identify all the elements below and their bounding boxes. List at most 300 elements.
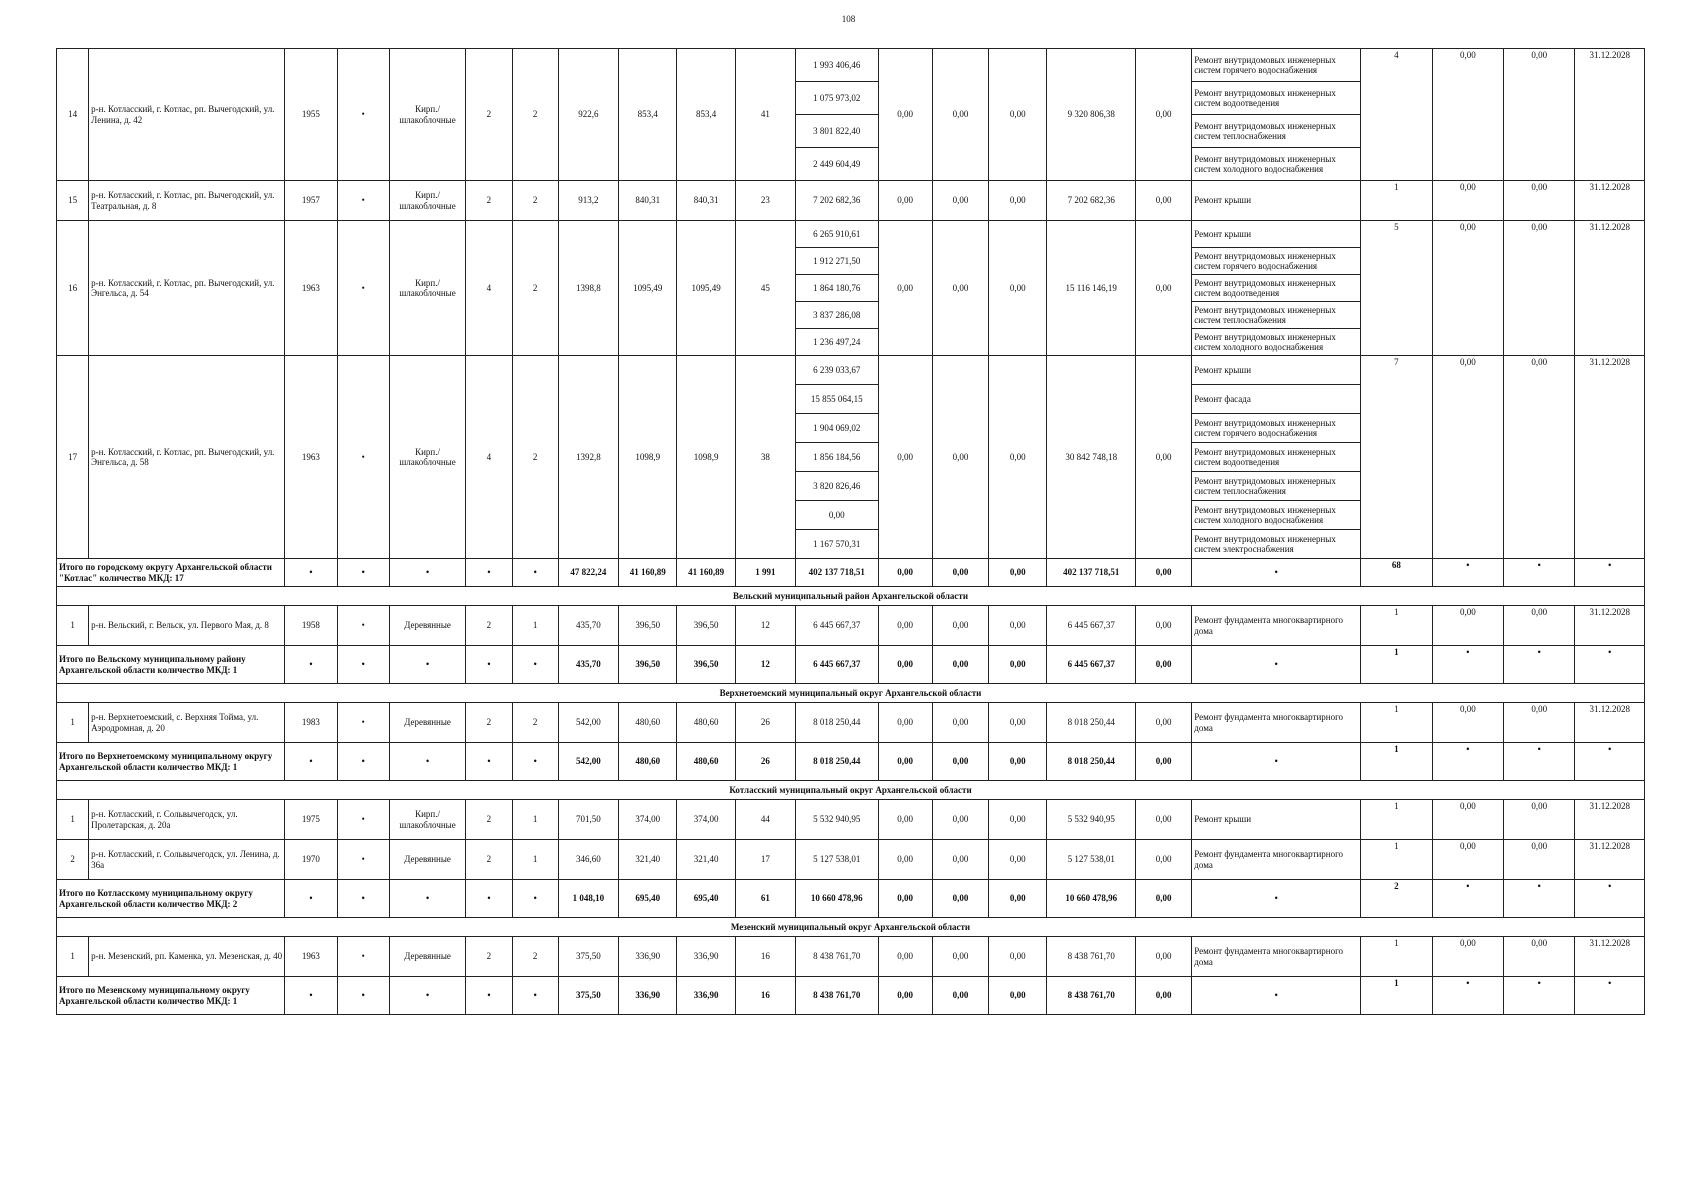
placeholder-cell: • xyxy=(512,646,558,684)
total-fund-3: 0,00 xyxy=(989,559,1047,587)
total-area-residential: 480,60 xyxy=(619,743,677,781)
fund-2: 0,00 xyxy=(932,606,988,646)
fund-1: 0,00 xyxy=(878,937,932,977)
area-residential-2: 336,90 xyxy=(677,937,735,977)
build-year: 1955 xyxy=(285,49,337,181)
placeholder-cell: • xyxy=(337,646,389,684)
area-total: 435,70 xyxy=(558,606,618,646)
fund-3: 0,00 xyxy=(989,356,1047,559)
fund-2: 0,00 xyxy=(932,49,988,181)
total-fund-2: 0,00 xyxy=(932,646,988,684)
total-cost: 402 137 718,51 xyxy=(796,559,878,587)
area-residential-2: 1095,49 xyxy=(677,221,735,356)
total-cost: 30 842 748,18 xyxy=(1047,356,1136,559)
section-title: Мезенский муниципальный округ Архангельской области xyxy=(57,918,1645,937)
total-cost: 5 127 538,01 xyxy=(1047,840,1136,880)
total-sum: 8 438 761,70 xyxy=(1047,977,1136,1015)
placeholder-cell: • xyxy=(337,703,389,743)
row-number: 15 xyxy=(57,181,89,221)
placeholder-cell: • xyxy=(1504,559,1575,587)
placeholder-cell: • xyxy=(337,559,389,587)
total-area: 435,70 xyxy=(558,646,618,684)
total-count: 1 xyxy=(1361,743,1432,781)
row-number: 1 xyxy=(57,703,89,743)
object-row xyxy=(57,937,1645,977)
works-count: 1 xyxy=(1361,703,1432,743)
total-work: • xyxy=(1192,743,1361,781)
fund-1: 0,00 xyxy=(878,49,932,181)
build-year: 1958 xyxy=(285,606,337,646)
total-count: 1 xyxy=(1361,646,1432,684)
wall-material: Деревянные xyxy=(389,840,465,880)
total-sum: 10 660 478,96 xyxy=(1047,880,1136,918)
placeholder-cell: • xyxy=(1504,646,1575,684)
area-residential-2: 321,40 xyxy=(677,840,735,880)
total-fund-3: 0,00 xyxy=(989,880,1047,918)
placeholder-cell: • xyxy=(337,937,389,977)
total-row xyxy=(57,559,1645,587)
placeholder-cell: • xyxy=(1575,743,1645,781)
object-row xyxy=(57,49,1645,82)
total-work: • xyxy=(1192,977,1361,1015)
work-type: Ремонт крыши xyxy=(1192,356,1361,385)
area-total: 1398,8 xyxy=(558,221,618,356)
work-type: Ремонт фундамента многоквартирного дома xyxy=(1192,840,1361,880)
total-label: Итого по Верхнетоемскому муниципальному округу Архангельской области количество МКД: 1 xyxy=(57,743,285,781)
work-type: Ремонт внутридомовых инженерных систем холодного водоснабжения xyxy=(1192,329,1361,356)
page-number: 108 xyxy=(841,14,856,24)
extra-2: 0,00 xyxy=(1504,937,1575,977)
work-cost: 8 438 761,70 xyxy=(796,937,878,977)
fund-2: 0,00 xyxy=(932,221,988,356)
residents: 41 xyxy=(735,49,795,181)
fund-5: 0,00 xyxy=(1135,703,1191,743)
build-year: 1963 xyxy=(285,356,337,559)
total-area-residential-2: 396,50 xyxy=(677,646,735,684)
address: р-н. Котласский, г. Котлас, рп. Вычегодский, ул. Театральная, д. 8 xyxy=(89,181,285,221)
fund-5: 0,00 xyxy=(1135,181,1191,221)
wall-material: Кирп./шлакоблочные xyxy=(389,181,465,221)
residents: 23 xyxy=(735,181,795,221)
work-cost: 3 820 826,46 xyxy=(796,472,878,501)
address: р-н. Котласский, г. Котлас, рп. Вычегодский, ул. Ленина, д. 42 xyxy=(89,49,285,181)
extra-2: 0,00 xyxy=(1504,49,1575,181)
total-area: 47 822,24 xyxy=(558,559,618,587)
placeholder-cell: • xyxy=(1504,977,1575,1015)
placeholder-cell: • xyxy=(466,977,512,1015)
address: р-н. Вельский, г. Вельск, ул. Первого Мая, д. 8 xyxy=(89,606,285,646)
total-count: 1 xyxy=(1361,977,1432,1015)
completion-date: 31.12.2028 xyxy=(1575,606,1645,646)
fund-5: 0,00 xyxy=(1135,356,1191,559)
total-count: 68 xyxy=(1361,559,1432,587)
total-label: Итого по городскому округу Архангельской области "Котлас" количество МКД: 17 xyxy=(57,559,285,587)
area-residential: 840,31 xyxy=(619,181,677,221)
placeholder-cell: • xyxy=(389,743,465,781)
floors: 2 xyxy=(466,49,512,181)
area-total: 922,6 xyxy=(558,49,618,181)
extra-2: 0,00 xyxy=(1504,840,1575,880)
object-row xyxy=(57,606,1645,646)
total-fund-1: 0,00 xyxy=(878,880,932,918)
total-work: • xyxy=(1192,559,1361,587)
total-fund-5: 0,00 xyxy=(1135,559,1191,587)
area-residential: 1095,49 xyxy=(619,221,677,356)
placeholder-cell: • xyxy=(337,221,389,356)
extra-1: 0,00 xyxy=(1432,181,1503,221)
area-residential-2: 374,00 xyxy=(677,800,735,840)
total-fund-5: 0,00 xyxy=(1135,977,1191,1015)
total-cost: 6 445 667,37 xyxy=(796,646,878,684)
total-residents: 61 xyxy=(735,880,795,918)
work-type: Ремонт внутридомовых инженерных систем теплоснабжения xyxy=(1192,302,1361,329)
work-cost: 2 449 604,49 xyxy=(796,148,878,181)
total-fund-5: 0,00 xyxy=(1135,743,1191,781)
work-type: Ремонт внутридомовых инженерных систем теплоснабжения xyxy=(1192,472,1361,501)
extra-2: 0,00 xyxy=(1504,181,1575,221)
placeholder-cell: • xyxy=(337,880,389,918)
works-count: 7 xyxy=(1361,356,1432,559)
address: р-н. Котласский, г. Сольвычегодск, ул. Ленина, д. 36а xyxy=(89,840,285,880)
section-title: Вельский муниципальный район Архангельской области xyxy=(57,587,1645,606)
area-residential-2: 480,60 xyxy=(677,703,735,743)
total-row xyxy=(57,880,1645,918)
work-cost: 8 018 250,44 xyxy=(796,703,878,743)
total-area-residential-2: 695,40 xyxy=(677,880,735,918)
fund-2: 0,00 xyxy=(932,181,988,221)
placeholder-cell: • xyxy=(337,606,389,646)
area-residential-2: 853,4 xyxy=(677,49,735,181)
work-cost: 3 801 822,40 xyxy=(796,115,878,148)
total-residents: 26 xyxy=(735,743,795,781)
placeholder-cell: • xyxy=(1575,559,1645,587)
entrances: 1 xyxy=(512,606,558,646)
entrances: 2 xyxy=(512,181,558,221)
object-row xyxy=(57,703,1645,743)
extra-1: 0,00 xyxy=(1432,49,1503,181)
works-count: 1 xyxy=(1361,800,1432,840)
floors: 2 xyxy=(466,606,512,646)
section-header-row xyxy=(57,587,1645,606)
fund-1: 0,00 xyxy=(878,221,932,356)
placeholder-cell: • xyxy=(389,880,465,918)
area-residential: 321,40 xyxy=(619,840,677,880)
total-fund-1: 0,00 xyxy=(878,646,932,684)
work-type: Ремонт внутридомовых инженерных систем горячего водоснабжения xyxy=(1192,248,1361,275)
total-sum: 6 445 667,37 xyxy=(1047,646,1136,684)
extra-2: 0,00 xyxy=(1504,606,1575,646)
extra-1: 0,00 xyxy=(1432,840,1503,880)
entrances: 2 xyxy=(512,221,558,356)
completion-date: 31.12.2028 xyxy=(1575,840,1645,880)
extra-1: 0,00 xyxy=(1432,703,1503,743)
fund-1: 0,00 xyxy=(878,606,932,646)
fund-2: 0,00 xyxy=(932,356,988,559)
wall-material: Деревянные xyxy=(389,937,465,977)
address: р-н. Мезенский, рп. Каменка, ул. Мезенская, д. 40 xyxy=(89,937,285,977)
total-cost: 10 660 478,96 xyxy=(796,880,878,918)
completion-date: 31.12.2028 xyxy=(1575,937,1645,977)
placeholder-cell: • xyxy=(1575,646,1645,684)
work-cost: 5 127 538,01 xyxy=(796,840,878,880)
total-area: 542,00 xyxy=(558,743,618,781)
build-year: 1983 xyxy=(285,703,337,743)
object-row xyxy=(57,221,1645,248)
floors: 2 xyxy=(466,181,512,221)
entrances: 2 xyxy=(512,356,558,559)
residents: 12 xyxy=(735,606,795,646)
work-type: Ремонт крыши xyxy=(1192,181,1361,221)
extra-2: 0,00 xyxy=(1504,221,1575,356)
row-number: 1 xyxy=(57,937,89,977)
table-body xyxy=(57,49,1645,1015)
total-cost: 15 116 146,19 xyxy=(1047,221,1136,356)
placeholder-cell: • xyxy=(1504,880,1575,918)
placeholder-cell: • xyxy=(1575,880,1645,918)
fund-1: 0,00 xyxy=(878,181,932,221)
total-fund-1: 0,00 xyxy=(878,977,932,1015)
total-fund-2: 0,00 xyxy=(932,880,988,918)
works-count: 1 xyxy=(1361,840,1432,880)
total-area-residential: 396,50 xyxy=(619,646,677,684)
work-type: Ремонт внутридомовых инженерных систем горячего водоснабжения xyxy=(1192,414,1361,443)
placeholder-cell: • xyxy=(337,800,389,840)
total-fund-5: 0,00 xyxy=(1135,646,1191,684)
placeholder-cell: • xyxy=(466,743,512,781)
work-cost: 1 912 271,50 xyxy=(796,248,878,275)
section-header-row xyxy=(57,781,1645,800)
placeholder-cell: • xyxy=(337,356,389,559)
residents: 16 xyxy=(735,937,795,977)
floors: 4 xyxy=(466,221,512,356)
total-sum: 8 018 250,44 xyxy=(1047,743,1136,781)
work-cost: 1 167 570,31 xyxy=(796,530,878,559)
total-cost: 5 532 940,95 xyxy=(1047,800,1136,840)
area-residential-2: 840,31 xyxy=(677,181,735,221)
placeholder-cell: • xyxy=(466,559,512,587)
area-residential: 480,60 xyxy=(619,703,677,743)
build-year: 1963 xyxy=(285,221,337,356)
extra-1: 0,00 xyxy=(1432,606,1503,646)
total-sum: 402 137 718,51 xyxy=(1047,559,1136,587)
entrances: 2 xyxy=(512,49,558,181)
total-residents: 1 991 xyxy=(735,559,795,587)
fund-2: 0,00 xyxy=(932,840,988,880)
completion-date: 31.12.2028 xyxy=(1575,49,1645,181)
fund-1: 0,00 xyxy=(878,840,932,880)
completion-date: 31.12.2028 xyxy=(1575,221,1645,356)
address: р-н. Верхнетоемский, с. Верхняя Тойма, ул. Аэродромная, д. 20 xyxy=(89,703,285,743)
total-row xyxy=(57,646,1645,684)
placeholder-cell: • xyxy=(389,559,465,587)
object-row xyxy=(57,840,1645,880)
fund-1: 0,00 xyxy=(878,356,932,559)
section-title: Котласский муниципальный округ Архангельской области xyxy=(57,781,1645,800)
works-count: 5 xyxy=(1361,221,1432,356)
total-cost: 8 438 761,70 xyxy=(796,977,878,1015)
residents: 17 xyxy=(735,840,795,880)
completion-date: 31.12.2028 xyxy=(1575,800,1645,840)
total-area-residential-2: 480,60 xyxy=(677,743,735,781)
fund-5: 0,00 xyxy=(1135,937,1191,977)
total-fund-2: 0,00 xyxy=(932,743,988,781)
placeholder-cell: • xyxy=(1432,646,1503,684)
placeholder-cell: • xyxy=(389,646,465,684)
area-residential: 336,90 xyxy=(619,937,677,977)
residents: 45 xyxy=(735,221,795,356)
floors: 2 xyxy=(466,703,512,743)
work-cost: 6 265 910,61 xyxy=(796,221,878,248)
total-area: 375,50 xyxy=(558,977,618,1015)
area-residential-2: 1098,9 xyxy=(677,356,735,559)
build-year: 1963 xyxy=(285,937,337,977)
row-number: 17 xyxy=(57,356,89,559)
placeholder-cell: • xyxy=(466,880,512,918)
work-cost: 1 993 406,46 xyxy=(796,49,878,82)
total-label: Итого по Котласскому муниципальному округу Архангельской области количество МКД: 2 xyxy=(57,880,285,918)
placeholder-cell: • xyxy=(1432,977,1503,1015)
work-type: Ремонт внутридомовых инженерных систем теплоснабжения xyxy=(1192,115,1361,148)
total-work: • xyxy=(1192,646,1361,684)
wall-material: Деревянные xyxy=(389,703,465,743)
total-cost: 6 445 667,37 xyxy=(1047,606,1136,646)
floors: 2 xyxy=(466,937,512,977)
fund-2: 0,00 xyxy=(932,800,988,840)
address: р-н. Котласский, г. Сольвычегодск, ул. Пролетарская, д. 20а xyxy=(89,800,285,840)
placeholder-cell: • xyxy=(1432,743,1503,781)
placeholder-cell: • xyxy=(337,743,389,781)
work-cost: 6 239 033,67 xyxy=(796,356,878,385)
wall-material: Деревянные xyxy=(389,606,465,646)
fund-3: 0,00 xyxy=(989,181,1047,221)
area-total: 346,60 xyxy=(558,840,618,880)
section-header-row xyxy=(57,684,1645,703)
extra-1: 0,00 xyxy=(1432,221,1503,356)
work-cost: 1 075 973,02 xyxy=(796,82,878,115)
object-row xyxy=(57,181,1645,221)
fund-5: 0,00 xyxy=(1135,606,1191,646)
work-cost: 15 855 064,15 xyxy=(796,385,878,414)
build-year: 1970 xyxy=(285,840,337,880)
fund-3: 0,00 xyxy=(989,937,1047,977)
row-number: 2 xyxy=(57,840,89,880)
work-type: Ремонт крыши xyxy=(1192,800,1361,840)
work-cost: 1 856 184,56 xyxy=(796,443,878,472)
fund-5: 0,00 xyxy=(1135,49,1191,181)
wall-material: Кирп./шлакоблочные xyxy=(389,49,465,181)
entrances: 2 xyxy=(512,937,558,977)
work-type: Ремонт внутридомовых инженерных систем водоотведения xyxy=(1192,443,1361,472)
works-count: 1 xyxy=(1361,937,1432,977)
extra-1: 0,00 xyxy=(1432,356,1503,559)
total-area: 1 048,10 xyxy=(558,880,618,918)
total-fund-2: 0,00 xyxy=(932,559,988,587)
total-cost: 8 018 250,44 xyxy=(796,743,878,781)
total-work: • xyxy=(1192,880,1361,918)
works-count: 1 xyxy=(1361,181,1432,221)
fund-3: 0,00 xyxy=(989,221,1047,356)
fund-3: 0,00 xyxy=(989,606,1047,646)
residents: 26 xyxy=(735,703,795,743)
wall-material: Кирп./шлакоблочные xyxy=(389,221,465,356)
placeholder-cell: • xyxy=(1575,977,1645,1015)
row-number: 1 xyxy=(57,606,89,646)
total-cost: 9 320 806,38 xyxy=(1047,49,1136,181)
placeholder-cell: • xyxy=(512,559,558,587)
fund-3: 0,00 xyxy=(989,703,1047,743)
completion-date: 31.12.2028 xyxy=(1575,703,1645,743)
area-total: 913,2 xyxy=(558,181,618,221)
extra-2: 0,00 xyxy=(1504,800,1575,840)
row-number: 16 xyxy=(57,221,89,356)
fund-3: 0,00 xyxy=(989,840,1047,880)
total-fund-1: 0,00 xyxy=(878,559,932,587)
work-cost: 3 837 286,08 xyxy=(796,302,878,329)
row-number: 14 xyxy=(57,49,89,181)
placeholder-cell: • xyxy=(1432,880,1503,918)
placeholder-cell: • xyxy=(1432,559,1503,587)
row-number: 1 xyxy=(57,800,89,840)
area-total: 542,00 xyxy=(558,703,618,743)
total-residents: 12 xyxy=(735,646,795,684)
placeholder-cell: • xyxy=(337,181,389,221)
floors: 2 xyxy=(466,840,512,880)
placeholder-cell: • xyxy=(285,646,337,684)
total-fund-1: 0,00 xyxy=(878,743,932,781)
section-title: Верхнетоемский муниципальный округ Архангельской области xyxy=(57,684,1645,703)
total-cost: 8 018 250,44 xyxy=(1047,703,1136,743)
fund-2: 0,00 xyxy=(932,937,988,977)
placeholder-cell: • xyxy=(466,646,512,684)
extra-2: 0,00 xyxy=(1504,703,1575,743)
placeholder-cell: • xyxy=(285,743,337,781)
total-area-residential-2: 336,90 xyxy=(677,977,735,1015)
build-year: 1975 xyxy=(285,800,337,840)
work-cost: 1 864 180,76 xyxy=(796,275,878,302)
area-total: 701,50 xyxy=(558,800,618,840)
entrances: 1 xyxy=(512,800,558,840)
work-type: Ремонт внутридомовых инженерных систем водоотведения xyxy=(1192,275,1361,302)
total-count: 2 xyxy=(1361,880,1432,918)
work-type: Ремонт фундамента многоквартирного дома xyxy=(1192,606,1361,646)
capital-repair-table xyxy=(56,48,1645,1015)
total-area-residential-2: 41 160,89 xyxy=(677,559,735,587)
completion-date: 31.12.2028 xyxy=(1575,356,1645,559)
extra-1: 0,00 xyxy=(1432,937,1503,977)
object-row xyxy=(57,800,1645,840)
wall-material: Кирп./шлакоблочные xyxy=(389,356,465,559)
work-cost: 6 445 667,37 xyxy=(796,606,878,646)
work-type: Ремонт внутридомовых инженерных систем холодного водоснабжения xyxy=(1192,501,1361,530)
build-year: 1957 xyxy=(285,181,337,221)
placeholder-cell: • xyxy=(512,880,558,918)
address: р-н. Котласский, г. Котлас, рп. Вычегодский, ул. Энгельса, д. 54 xyxy=(89,221,285,356)
total-fund-2: 0,00 xyxy=(932,977,988,1015)
work-type: Ремонт фасада xyxy=(1192,385,1361,414)
placeholder-cell: • xyxy=(337,49,389,181)
work-cost: 5 532 940,95 xyxy=(796,800,878,840)
extra-2: 0,00 xyxy=(1504,356,1575,559)
total-area-residential: 41 160,89 xyxy=(619,559,677,587)
total-cost: 8 438 761,70 xyxy=(1047,937,1136,977)
work-type: Ремонт крыши xyxy=(1192,221,1361,248)
works-count: 1 xyxy=(1361,606,1432,646)
work-type: Ремонт фундамента многоквартирного дома xyxy=(1192,937,1361,977)
fund-5: 0,00 xyxy=(1135,840,1191,880)
fund-1: 0,00 xyxy=(878,800,932,840)
placeholder-cell: • xyxy=(512,977,558,1015)
floors: 2 xyxy=(466,800,512,840)
